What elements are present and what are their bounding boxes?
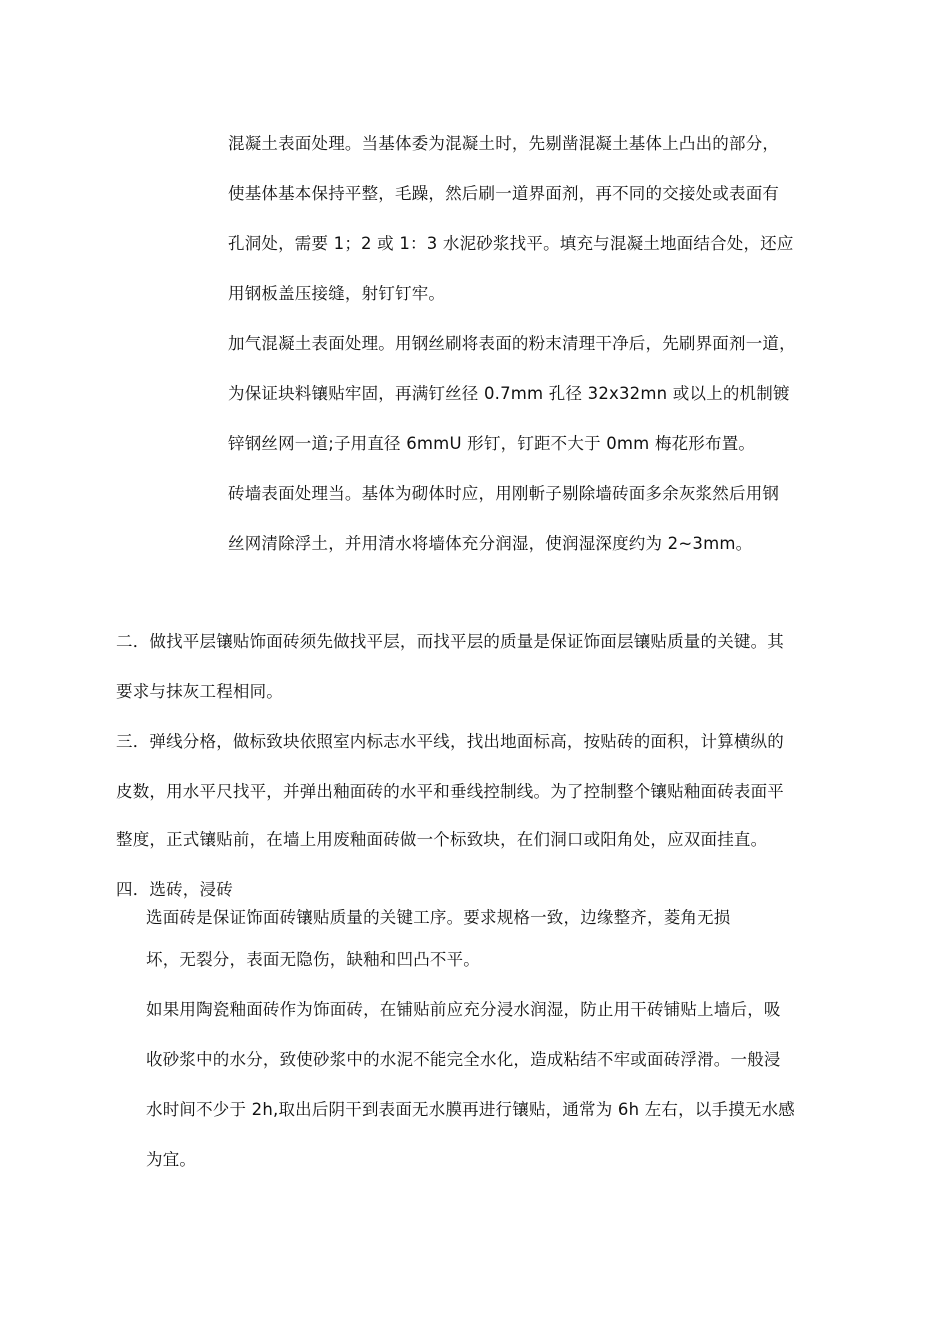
brick-wall-line-2: 丝网清除浮土，并用清水将墙体充分润湿，使润湿深度约为 2~3mm。 <box>228 534 753 553</box>
marking-line-2: 皮数，用水平尺找平，并弹出釉面砖的水平和垂线控制线。为了控制整个镶贴釉面砖表面平 <box>116 782 784 801</box>
aerated-concrete-line-3: 锌钢丝网一道;子用直径 6mmU 形钉，钉距不大于 0mm 梅花形布置。 <box>228 434 756 453</box>
tile-soaking-line-2: 收砂浆中的水分，致使砂浆中的水泥不能完全水化，造成粘结不牢或面砖浮滑。一般浸 <box>146 1050 781 1069</box>
concrete-treatment-line-2: 使基体基本保持平整，毛躁，然后刷一道界面剂，再不同的交接处或表面有 <box>228 184 780 203</box>
aerated-concrete-line-1: 加气混凝土表面处理。用钢丝刷将表面的粉末清理干净后，先刷界面剂一道， <box>228 334 796 353</box>
leveling-line-2: 要求与抹灰工程相同。 <box>116 682 283 701</box>
aerated-concrete-line-2: 为保证块料镶贴牢固，再满钉丝径 0.7mm 孔径 32x32mn 或以上的机制镀 <box>228 384 790 403</box>
concrete-treatment-line-3: 孔洞处，需要 1；2 或 1：3 水泥砂浆找平。填充与混凝土地面结合处，还应 <box>228 234 794 253</box>
marking-line-1: 三．弹线分格，做标致块依照室内标志水平线，找出地面标高，按贴砖的面积，计算横纵的 <box>116 732 784 751</box>
section-4-heading: 四．选砖，浸砖 <box>116 880 233 899</box>
brick-wall-line-1: 砖墙表面处理当。基体为砌体时应，用刚斬子剔除墙砖面多余灰浆然后用钢 <box>228 484 780 503</box>
tile-selection-line-1: 选面砖是保证饰面砖镶贴质量的关键工序。要求规格一致，边缘整齐，菱角无损 <box>146 908 731 927</box>
tile-selection-line-2: 坏，无裂分，表面无隐伤，缺釉和凹凸不平。 <box>146 950 480 969</box>
leveling-line-1: 二．做找平层镶贴饰面砖须先做找平层，而找平层的质量是保证饰面层镶贴质量的关键。其 <box>116 632 784 651</box>
tile-soaking-line-1: 如果用陶瓷釉面砖作为饰面砖，在铺贴前应充分浸水润湿，防止用干砖铺贴上墙后，吸 <box>146 1000 781 1019</box>
tile-soaking-line-4: 为宜。 <box>146 1150 197 1169</box>
concrete-treatment-line-1: 混凝土表面处理。当基体委为混凝土时，先剔凿混凝土基体上凸出的部分， <box>228 134 780 153</box>
marking-line-3: 整度，正式镶贴前，在墙上用废釉面砖做一个标致块，在们洞口或阳角处，应双面挂直。 <box>116 830 768 849</box>
tile-soaking-line-3: 水时间不少于 2h,取出后阴干到表面无水膜再进行镶贴，通常为 6h 左右，以手摸无水感 <box>146 1100 795 1119</box>
concrete-treatment-line-4: 用钢板盖压接缝，射钉钉牢。 <box>228 284 446 303</box>
